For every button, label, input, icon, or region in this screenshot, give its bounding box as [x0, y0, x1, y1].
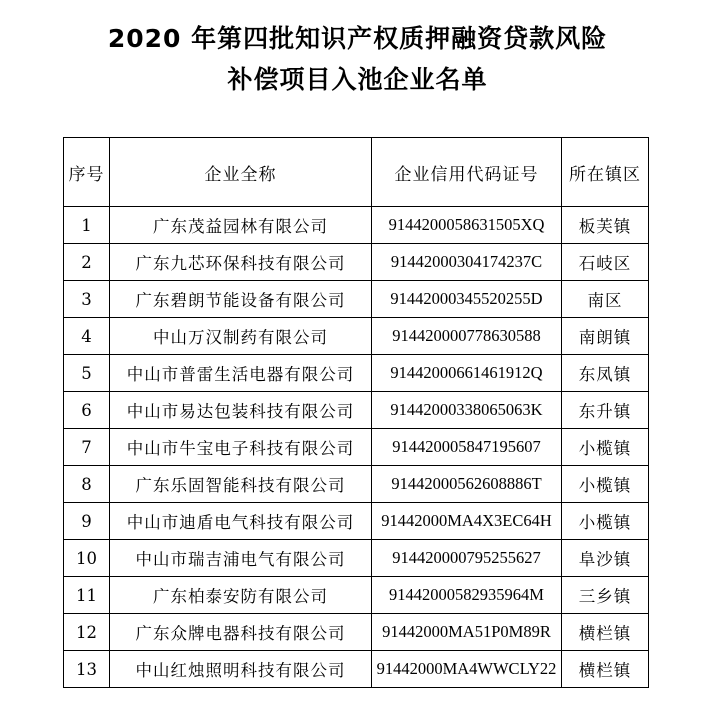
- row-credit-code: 91442000661461912Q: [372, 355, 562, 392]
- row-company-name: 中山红烛照明科技有限公司: [110, 651, 372, 688]
- table-row: [64, 429, 649, 466]
- table-row: [64, 577, 649, 614]
- table-row: [64, 281, 649, 318]
- row-index: 3: [64, 281, 110, 318]
- table-row: [64, 392, 649, 429]
- table-header-row: [64, 138, 649, 207]
- document-title-line-1: 2020 年第四批知识产权质押融资贷款风险: [107, 24, 608, 53]
- row-company-name: 广东九芯环保科技有限公司: [110, 244, 372, 281]
- row-credit-code: 914420000795255627: [372, 540, 562, 577]
- row-district: 小榄镇: [562, 429, 649, 466]
- table-row: [64, 614, 649, 651]
- row-credit-code: 91442000MA4X3EC64H: [372, 503, 562, 540]
- row-index: 11: [64, 577, 110, 614]
- row-company-name: 中山市易达包装科技有限公司: [110, 392, 372, 429]
- row-index: 4: [64, 318, 110, 355]
- row-index: 6: [64, 392, 110, 429]
- row-district: 阜沙镇: [562, 540, 649, 577]
- row-credit-code: 91442000562608886T: [372, 466, 562, 503]
- row-credit-code: 91442000582935964M: [372, 577, 562, 614]
- row-district: 横栏镇: [562, 651, 649, 688]
- table-row: [64, 651, 649, 688]
- row-index: 10: [64, 540, 110, 577]
- row-company-name: 广东众牌电器科技有限公司: [110, 614, 372, 651]
- row-index: 8: [64, 466, 110, 503]
- table-row: [64, 503, 649, 540]
- row-company-name: 中山市瑞吉浦电气有限公司: [110, 540, 372, 577]
- row-credit-code: 91442000304174237C: [372, 244, 562, 281]
- row-credit-code: 91442000345520255D: [372, 281, 562, 318]
- table-row: [64, 207, 649, 244]
- table-row: [64, 318, 649, 355]
- table-row: [64, 540, 649, 577]
- row-company-name: 广东碧朗节能设备有限公司: [110, 281, 372, 318]
- row-company-name: 广东茂益园林有限公司: [110, 207, 372, 244]
- row-district: 小榄镇: [562, 503, 649, 540]
- row-district: 小榄镇: [562, 466, 649, 503]
- row-company-name: 广东柏泰安防有限公司: [110, 577, 372, 614]
- row-company-name: 中山市牛宝电子科技有限公司: [110, 429, 372, 466]
- row-index: 9: [64, 503, 110, 540]
- row-index: 7: [64, 429, 110, 466]
- row-index: 13: [64, 651, 110, 688]
- row-index: 2: [64, 244, 110, 281]
- row-company-name: 中山万汉制药有限公司: [110, 318, 372, 355]
- header-index: 序号: [64, 138, 110, 207]
- header-district: 所在镇区: [562, 138, 649, 207]
- header-company-name: 企业全称: [110, 138, 372, 207]
- row-index: 12: [64, 614, 110, 651]
- row-index: 5: [64, 355, 110, 392]
- row-company-name: 广东乐固智能科技有限公司: [110, 466, 372, 503]
- row-district: 石岐区: [562, 244, 649, 281]
- header-credit-code: 企业信用代码证号: [372, 138, 562, 207]
- row-credit-code: 914420005847195607: [372, 429, 562, 466]
- row-index: 1: [64, 207, 110, 244]
- row-district: 三乡镇: [562, 577, 649, 614]
- row-credit-code: 914420000778630588: [372, 318, 562, 355]
- row-company-name: 中山市迪盾电气科技有限公司: [110, 503, 372, 540]
- table-row: [64, 466, 649, 503]
- table-row: [64, 355, 649, 392]
- row-district: 南区: [562, 281, 649, 318]
- row-company-name: 中山市普雷生活电器有限公司: [110, 355, 372, 392]
- row-district: 东升镇: [562, 392, 649, 429]
- document-title-line-2: 补偿项目入池企业名单: [227, 65, 488, 94]
- row-credit-code: 91442000338065063K: [372, 392, 562, 429]
- row-credit-code: 9144200058631505XQ: [372, 207, 562, 244]
- row-district: 南朗镇: [562, 318, 649, 355]
- row-district: 板芙镇: [562, 207, 649, 244]
- enterprise-list-table: [63, 137, 649, 688]
- row-district: 横栏镇: [562, 614, 649, 651]
- row-district: 东凤镇: [562, 355, 649, 392]
- row-credit-code: 91442000MA51P0M89R: [372, 614, 562, 651]
- row-credit-code: 91442000MA4WWCLY22: [372, 651, 562, 688]
- table-row: [64, 244, 649, 281]
